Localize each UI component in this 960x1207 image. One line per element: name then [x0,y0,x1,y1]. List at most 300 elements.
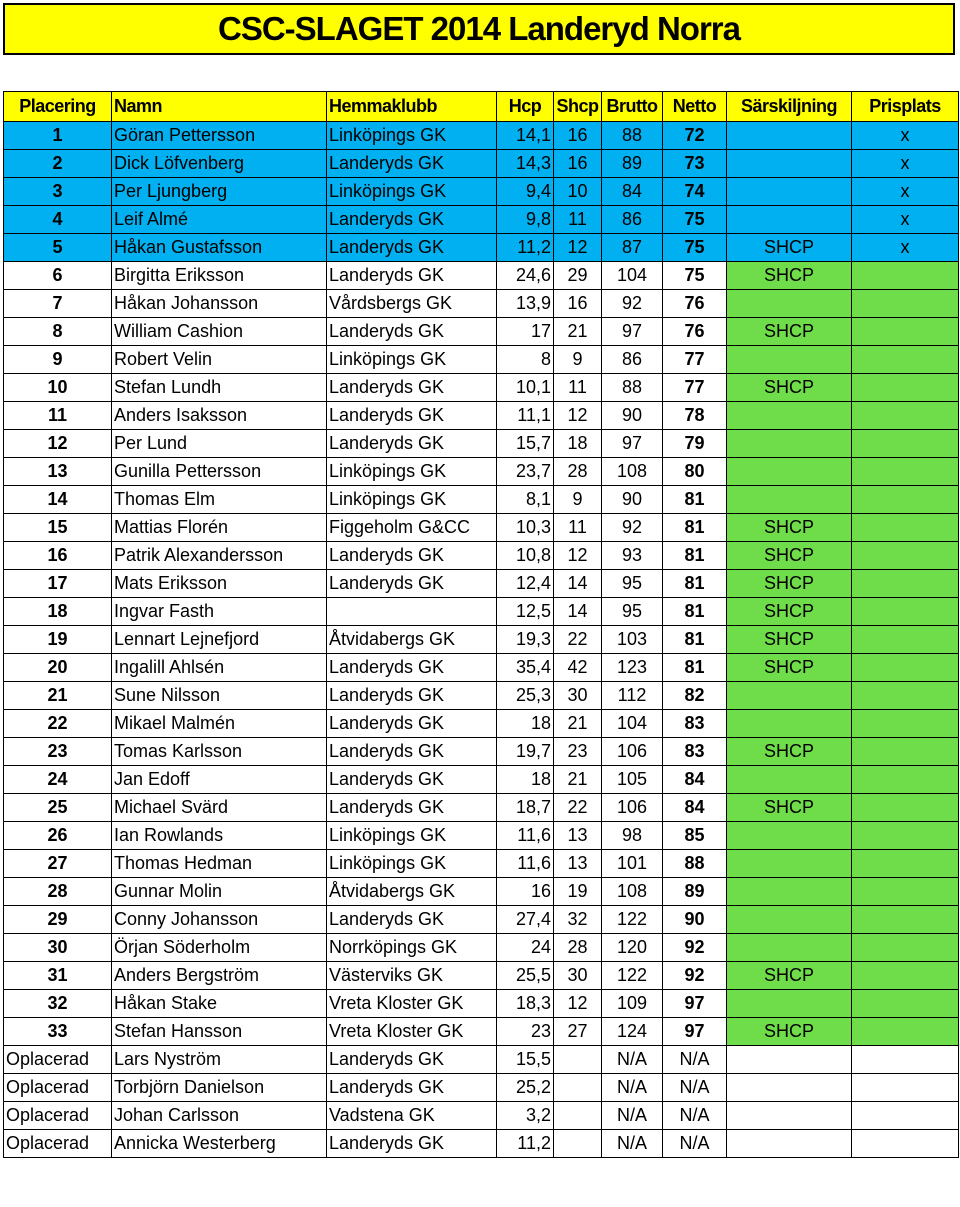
cell-hcp: 18 [497,766,554,794]
cell-hcp: 11,2 [497,1130,554,1158]
cell-sarskiljning: SHCP [727,598,852,626]
cell-netto: N/A [663,1046,727,1074]
cell-hcp: 23,7 [497,458,554,486]
cell-shcp: 32 [554,906,602,934]
cell-sarskiljning [727,290,852,318]
cell-hcp: 11,6 [497,822,554,850]
cell-brutto: 109 [602,990,663,1018]
cell-hcp: 25,5 [497,962,554,990]
cell-hemmaklubb: Landeryds GK [327,430,497,458]
cell-hcp: 24,6 [497,262,554,290]
page-title: CSC-SLAGET 2014 Landeryd Norra [218,10,740,47]
cell-brutto: 122 [602,962,663,990]
table-row [4,458,959,486]
cell-hemmaklubb: Landeryds GK [327,906,497,934]
cell-netto: N/A [663,1130,727,1158]
cell-brutto: N/A [602,1046,663,1074]
table-row [4,822,959,850]
cell-brutto: 92 [602,514,663,542]
cell-netto: 81 [663,514,727,542]
cell-sarskiljning [727,682,852,710]
cell-sarskiljning: SHCP [727,794,852,822]
header-hemmaklubb: Hemmaklubb [327,92,497,122]
cell-placering: 19 [4,626,112,654]
cell-hcp: 9,4 [497,178,554,206]
cell-prisplats [852,374,959,402]
cell-hemmaklubb: Landeryds GK [327,542,497,570]
cell-namn: Thomas Hedman [112,850,327,878]
cell-sarskiljning: SHCP [727,542,852,570]
table-row [4,234,959,262]
cell-placering: 6 [4,262,112,290]
cell-prisplats [852,906,959,934]
cell-netto: 81 [663,598,727,626]
cell-hemmaklubb: Landeryds GK [327,1130,497,1158]
cell-hcp: 11,6 [497,850,554,878]
cell-shcp [554,1074,602,1102]
table-row [4,570,959,598]
cell-placering: 12 [4,430,112,458]
cell-shcp [554,1130,602,1158]
cell-shcp: 12 [554,402,602,430]
table-row [4,178,959,206]
cell-prisplats [852,822,959,850]
cell-brutto: 92 [602,290,663,318]
cell-netto: 81 [663,542,727,570]
cell-netto: 79 [663,430,727,458]
cell-brutto: 103 [602,626,663,654]
cell-prisplats [852,402,959,430]
cell-namn: Lennart Lejnefjord [112,626,327,654]
cell-brutto: 124 [602,1018,663,1046]
cell-sarskiljning: SHCP [727,962,852,990]
cell-sarskiljning [727,1130,852,1158]
cell-brutto: 105 [602,766,663,794]
cell-sarskiljning [727,850,852,878]
cell-shcp: 16 [554,122,602,150]
cell-hemmaklubb: Åtvidabergs GK [327,878,497,906]
cell-prisplats: x [852,234,959,262]
cell-placering: 20 [4,654,112,682]
cell-netto: 88 [663,850,727,878]
cell-namn: Håkan Johansson [112,290,327,318]
cell-shcp: 30 [554,962,602,990]
cell-brutto: 84 [602,178,663,206]
cell-placering: 22 [4,710,112,738]
cell-brutto: 97 [602,318,663,346]
cell-hemmaklubb: Vadstena GK [327,1102,497,1130]
cell-netto: 81 [663,570,727,598]
cell-shcp: 28 [554,934,602,962]
cell-netto: 83 [663,738,727,766]
cell-brutto: 86 [602,346,663,374]
header-sarskiljning: Särskiljning [727,92,852,122]
cell-placering: 15 [4,514,112,542]
cell-hcp: 12,5 [497,598,554,626]
cell-brutto: 101 [602,850,663,878]
cell-brutto: 88 [602,122,663,150]
cell-hemmaklubb: Landeryds GK [327,738,497,766]
cell-netto: 92 [663,934,727,962]
cell-prisplats [852,1046,959,1074]
cell-hcp: 11,1 [497,402,554,430]
cell-hcp: 18,3 [497,990,554,1018]
cell-sarskiljning: SHCP [727,1018,852,1046]
table-row [4,906,959,934]
cell-shcp: 10 [554,178,602,206]
cell-prisplats [852,1102,959,1130]
cell-hemmaklubb: Landeryds GK [327,766,497,794]
cell-brutto: 97 [602,430,663,458]
header-placering: Placering [4,92,112,122]
table-row [4,990,959,1018]
cell-namn: Dick Löfvenberg [112,150,327,178]
cell-hcp: 14,3 [497,150,554,178]
cell-netto: 90 [663,906,727,934]
cell-namn: Stefan Lundh [112,374,327,402]
cell-brutto: N/A [602,1074,663,1102]
cell-shcp: 14 [554,570,602,598]
cell-sarskiljning [727,990,852,1018]
table-row [4,962,959,990]
cell-placering: 16 [4,542,112,570]
cell-brutto: 108 [602,878,663,906]
cell-prisplats: x [852,150,959,178]
cell-prisplats [852,654,959,682]
cell-placering: 4 [4,206,112,234]
cell-namn: Per Ljungberg [112,178,327,206]
table-row [4,1102,959,1130]
cell-shcp: 12 [554,542,602,570]
cell-namn: Robert Velin [112,346,327,374]
cell-netto: 83 [663,710,727,738]
cell-shcp: 27 [554,1018,602,1046]
cell-placering: 2 [4,150,112,178]
cell-sarskiljning: SHCP [727,570,852,598]
cell-prisplats [852,430,959,458]
cell-shcp: 30 [554,682,602,710]
cell-prisplats [852,962,959,990]
table-row [4,290,959,318]
table-row [4,1074,959,1102]
cell-placering: 29 [4,906,112,934]
cell-prisplats [852,766,959,794]
cell-hcp: 8 [497,346,554,374]
cell-placering: Oplacerad [4,1046,112,1074]
cell-netto: 77 [663,374,727,402]
cell-hemmaklubb: Landeryds GK [327,374,497,402]
cell-prisplats [852,598,959,626]
table-row [4,206,959,234]
cell-shcp [554,1102,602,1130]
cell-netto: 89 [663,878,727,906]
cell-shcp: 21 [554,710,602,738]
cell-prisplats [852,710,959,738]
cell-sarskiljning: SHCP [727,514,852,542]
cell-sarskiljning: SHCP [727,738,852,766]
cell-prisplats [852,514,959,542]
cell-netto: 97 [663,1018,727,1046]
table-row [4,934,959,962]
cell-placering: 25 [4,794,112,822]
cell-hcp: 25,3 [497,682,554,710]
cell-sarskiljning: SHCP [727,626,852,654]
cell-brutto: 87 [602,234,663,262]
cell-netto: 75 [663,262,727,290]
cell-shcp: 12 [554,990,602,1018]
cell-brutto: 123 [602,654,663,682]
cell-prisplats [852,626,959,654]
cell-namn: Patrik Alexandersson [112,542,327,570]
cell-hcp: 17 [497,318,554,346]
cell-hemmaklubb: Landeryds GK [327,262,497,290]
cell-sarskiljning [727,178,852,206]
cell-sarskiljning: SHCP [727,318,852,346]
cell-netto: 82 [663,682,727,710]
cell-brutto: 95 [602,570,663,598]
cell-hemmaklubb: Linköpings GK [327,346,497,374]
cell-hemmaklubb: Linköpings GK [327,850,497,878]
cell-hcp: 9,8 [497,206,554,234]
cell-namn: Gunnar Molin [112,878,327,906]
cell-hcp: 14,1 [497,122,554,150]
cell-placering: Oplacerad [4,1102,112,1130]
cell-netto: 81 [663,626,727,654]
cell-hemmaklubb: Landeryds GK [327,1074,497,1102]
results-body [4,122,959,1158]
table-row [4,374,959,402]
cell-hemmaklubb: Åtvidabergs GK [327,626,497,654]
cell-namn: Mattias Florén [112,514,327,542]
cell-sarskiljning [727,1074,852,1102]
table-row [4,122,959,150]
cell-shcp: 28 [554,458,602,486]
cell-sarskiljning [727,206,852,234]
cell-brutto: 95 [602,598,663,626]
cell-prisplats [852,290,959,318]
header-namn: Namn [112,92,327,122]
cell-prisplats [852,318,959,346]
cell-namn: Conny Johansson [112,906,327,934]
cell-hemmaklubb: Landeryds GK [327,234,497,262]
cell-netto: N/A [663,1074,727,1102]
cell-hemmaklubb: Linköpings GK [327,486,497,514]
header-shcp: Shcp [554,92,602,122]
cell-placering: 24 [4,766,112,794]
cell-placering: 32 [4,990,112,1018]
cell-prisplats [852,486,959,514]
cell-shcp [554,1046,602,1074]
header-prisplats: Prisplats [852,92,959,122]
cell-placering: 27 [4,850,112,878]
cell-brutto: 108 [602,458,663,486]
cell-namn: Göran Pettersson [112,122,327,150]
cell-hemmaklubb: Landeryds GK [327,710,497,738]
cell-hcp: 19,7 [497,738,554,766]
cell-hcp: 19,3 [497,626,554,654]
cell-shcp: 9 [554,486,602,514]
cell-sarskiljning: SHCP [727,234,852,262]
cell-brutto: 86 [602,206,663,234]
cell-hemmaklubb: Linköpings GK [327,178,497,206]
cell-namn: Ingvar Fasth [112,598,327,626]
cell-sarskiljning: SHCP [727,262,852,290]
cell-placering: 18 [4,598,112,626]
cell-brutto: 120 [602,934,663,962]
cell-brutto: 122 [602,906,663,934]
table-row [4,654,959,682]
cell-netto: N/A [663,1102,727,1130]
cell-shcp: 29 [554,262,602,290]
cell-namn: Anders Bergström [112,962,327,990]
cell-hcp: 8,1 [497,486,554,514]
cell-prisplats: x [852,206,959,234]
cell-shcp: 16 [554,290,602,318]
cell-sarskiljning [727,122,852,150]
cell-hcp: 3,2 [497,1102,554,1130]
cell-namn: Birgitta Eriksson [112,262,327,290]
cell-hemmaklubb: Vreta Kloster GK [327,990,497,1018]
cell-sarskiljning [727,430,852,458]
cell-hcp: 23 [497,1018,554,1046]
cell-namn: Ingalill Ahlsén [112,654,327,682]
results-table [3,91,959,1158]
cell-shcp: 23 [554,738,602,766]
cell-hemmaklubb: Landeryds GK [327,682,497,710]
cell-prisplats [852,262,959,290]
cell-shcp: 12 [554,234,602,262]
cell-hemmaklubb: Landeryds GK [327,206,497,234]
cell-netto: 84 [663,766,727,794]
cell-hcp: 10,1 [497,374,554,402]
cell-netto: 77 [663,346,727,374]
cell-sarskiljning [727,1046,852,1074]
cell-hemmaklubb: Västerviks GK [327,962,497,990]
cell-brutto: 93 [602,542,663,570]
cell-shcp: 19 [554,878,602,906]
cell-namn: Tomas Karlsson [112,738,327,766]
cell-shcp: 21 [554,318,602,346]
cell-hcp: 24 [497,934,554,962]
cell-hemmaklubb: Landeryds GK [327,1046,497,1074]
cell-sarskiljning [727,934,852,962]
cell-prisplats [852,1074,959,1102]
cell-namn: Thomas Elm [112,486,327,514]
cell-brutto: 90 [602,402,663,430]
cell-hemmaklubb: Landeryds GK [327,150,497,178]
cell-shcp: 14 [554,598,602,626]
cell-brutto: N/A [602,1130,663,1158]
cell-placering: 3 [4,178,112,206]
cell-hcp: 10,8 [497,542,554,570]
table-row [4,766,959,794]
cell-prisplats [852,934,959,962]
cell-brutto: 106 [602,794,663,822]
cell-prisplats [852,850,959,878]
cell-hcp: 11,2 [497,234,554,262]
cell-namn: Per Lund [112,430,327,458]
cell-placering: 13 [4,458,112,486]
cell-prisplats [852,990,959,1018]
cell-netto: 75 [663,206,727,234]
table-row [4,626,959,654]
cell-hemmaklubb: Vreta Kloster GK [327,1018,497,1046]
cell-prisplats [852,542,959,570]
cell-hcp: 15,7 [497,430,554,458]
cell-sarskiljning [727,402,852,430]
table-row [4,262,959,290]
cell-netto: 78 [663,402,727,430]
cell-hemmaklubb: Landeryds GK [327,318,497,346]
cell-netto: 76 [663,290,727,318]
table-row [4,1018,959,1046]
cell-sarskiljning [727,878,852,906]
header-hcp: Hcp [497,92,554,122]
cell-hemmaklubb: Linköpings GK [327,458,497,486]
cell-sarskiljning [727,710,852,738]
cell-namn: Leif Almé [112,206,327,234]
cell-sarskiljning [727,1102,852,1130]
cell-namn: Mikael Malmén [112,710,327,738]
cell-hemmaklubb: Linköpings GK [327,122,497,150]
cell-sarskiljning [727,458,852,486]
table-row [4,794,959,822]
cell-prisplats [852,346,959,374]
cell-placering: 9 [4,346,112,374]
cell-namn: Torbjörn Danielson [112,1074,327,1102]
table-row [4,682,959,710]
cell-brutto: 104 [602,262,663,290]
cell-hcp: 12,4 [497,570,554,598]
table-row [4,486,959,514]
cell-placering: Oplacerad [4,1074,112,1102]
cell-namn: Örjan Söderholm [112,934,327,962]
cell-prisplats [852,1018,959,1046]
cell-placering: 33 [4,1018,112,1046]
cell-hemmaklubb: Landeryds GK [327,570,497,598]
cell-namn: Anders Isaksson [112,402,327,430]
cell-shcp: 11 [554,206,602,234]
cell-namn: Michael Svärd [112,794,327,822]
cell-namn: Jan Edoff [112,766,327,794]
cell-hcp: 16 [497,878,554,906]
cell-hcp: 15,5 [497,1046,554,1074]
cell-netto: 72 [663,122,727,150]
table-row [4,738,959,766]
cell-namn: Gunilla Pettersson [112,458,327,486]
cell-placering: 30 [4,934,112,962]
cell-hcp: 18,7 [497,794,554,822]
cell-brutto: 106 [602,738,663,766]
cell-hemmaklubb: Norrköpings GK [327,934,497,962]
cell-netto: 81 [663,486,727,514]
cell-netto: 74 [663,178,727,206]
cell-prisplats [852,878,959,906]
table-row [4,430,959,458]
table-row [4,402,959,430]
cell-sarskiljning [727,150,852,178]
header-row [4,92,959,122]
cell-netto: 73 [663,150,727,178]
cell-shcp: 13 [554,822,602,850]
cell-shcp: 11 [554,514,602,542]
cell-netto: 97 [663,990,727,1018]
table-row [4,1130,959,1158]
cell-brutto: 98 [602,822,663,850]
cell-netto: 85 [663,822,727,850]
cell-sarskiljning [727,822,852,850]
cell-namn: Ian Rowlands [112,822,327,850]
